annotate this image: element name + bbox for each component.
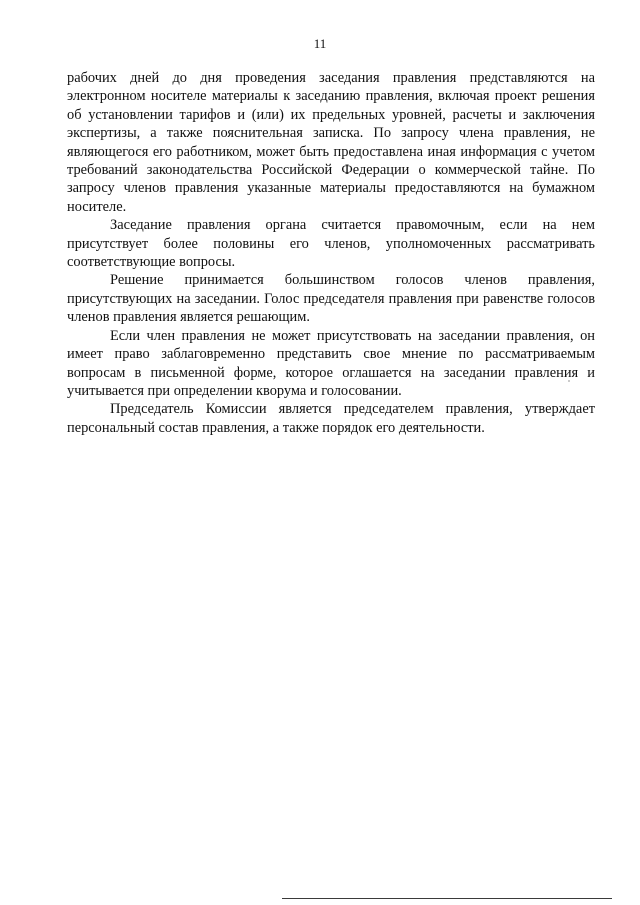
paragraph-chairman: Председатель Комиссии является председателем правления, утверждает персональный состав правления, а также порядок его деятельности. [67,401,595,436]
paragraph-continuation: рабочих дней до дня проведения заседания правления представляются на электронном носителе материалы к заседанию правления, включая проект решения об установлении тарифов и (или) их предельных уровней, расчеты и заключения экспертизы, а также пояснительная записка. По запросу члена правления, не являющегося его работником, может быть предоставлена иная информация с учетом требований законодательства Российской Федерации о коммерческой тайне. По запросу членов правления указанные материалы предоставляются на бумажном носителе. [67,70,595,215]
document-body [67,69,595,437]
paragraph-decision: Решение принимается большинством голосов членов правления, присутствующих на заседании. Голос председателя правления при равенстве голосов членов правления является решающим. [67,272,595,326]
page-number: 11 [313,36,327,51]
paragraph-written-opinion: Если член правления не может присутствовать на заседании правления, он имеет право заблаговременно представить свое мнение по рассматриваемым вопросам в письменной форме, которое оглашается на заседании правления и учитывается при определении кворума и голосовании. [67,327,595,399]
paragraph-quorum: Заседание правления органа считается правомочным, если на нем присутствует более половины его членов, уполномоченных рассматривать соответствующие вопросы. [67,217,595,271]
bottom-rule [282,898,612,899]
scan-speck [568,380,570,382]
